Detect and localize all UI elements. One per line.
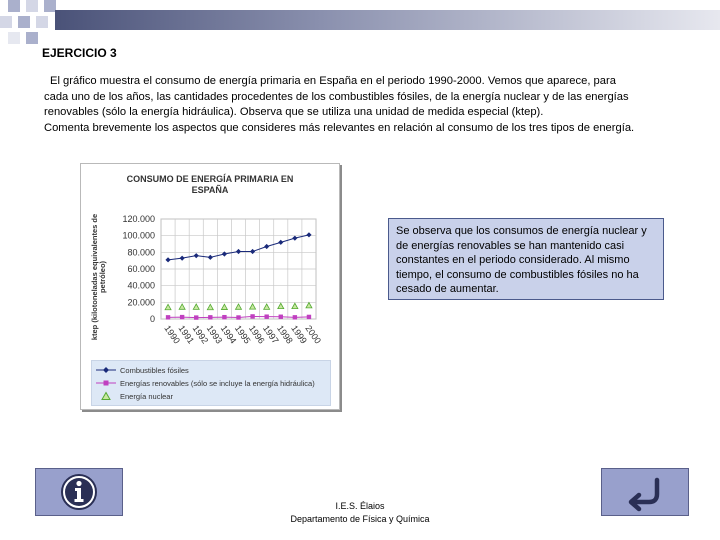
legend-label: Energía nuclear — [120, 391, 173, 401]
data-point — [222, 315, 226, 319]
info-icon — [59, 472, 99, 512]
legend-label: Combustibles fósiles — [120, 365, 189, 375]
statement-line: Comenta brevemente los aspectos que consideres más relevantes en relación al consumo de los tres tipos de energía. — [44, 121, 635, 134]
x-tick-label: 1998 — [275, 323, 295, 346]
chart-plot — [81, 164, 339, 360]
y-axis-label: ktep (kilotoneladas equivalentes de petróleo) — [90, 213, 107, 341]
return-button[interactable] — [601, 468, 689, 516]
data-point — [264, 314, 268, 318]
legend-item-renewable — [96, 377, 315, 389]
data-point — [293, 315, 297, 319]
statement-line: El gráfico muestra el consumo de energía primaria en España en el periodo 1990-2000. Vemos que aparece, para — [50, 75, 616, 87]
x-tick-label: 1994 — [218, 323, 239, 346]
legend-item-nuclear — [96, 390, 173, 402]
legend-item-fossil — [96, 364, 189, 376]
data-point — [236, 315, 240, 319]
exercise-heading: EJERCICIO 3 — [42, 46, 117, 60]
answer-box: Se observa que los consumos de energía nuclear y de energías renovables se han mantenido casi constantes en el periodo considerado. Al mismo tiempo, el consumo de combustibles fósiles no ha cesado de aumentar. — [388, 218, 664, 300]
footer — [240, 500, 480, 526]
energy-chart — [80, 163, 340, 410]
x-tick-label: 1991 — [176, 323, 197, 346]
x-tick-label: 1992 — [190, 323, 211, 346]
y-tick-label: 40.000 — [127, 280, 155, 291]
header-bar — [55, 10, 720, 30]
data-point — [180, 315, 184, 319]
exercise-statement — [44, 74, 694, 136]
x-tick-label: 1999 — [289, 323, 309, 346]
x-tick-label: 1997 — [261, 323, 281, 346]
x-tick-label: 1990 — [162, 323, 183, 346]
y-tick-label: 100.000 — [122, 230, 155, 241]
data-point — [250, 314, 254, 318]
school-name: I.E.S. Élaios — [335, 501, 385, 511]
return-icon — [623, 472, 667, 512]
x-tick-label: 1993 — [204, 323, 225, 346]
y-tick-label: 120.000 — [122, 214, 155, 224]
y-tick-label: 60.000 — [127, 264, 155, 274]
y-tick-label: 20.000 — [127, 297, 155, 308]
x-tick-label: 1995 — [232, 323, 253, 346]
chart-legend — [91, 360, 331, 406]
data-point — [194, 315, 198, 319]
data-point — [166, 315, 170, 319]
x-tick-label: 1996 — [246, 323, 267, 346]
chart-title: CONSUMO DE ENERGÍA PRIMARIA EN ESPAÑA — [126, 174, 294, 195]
data-point — [307, 315, 311, 319]
y-tick-label: 80.000 — [127, 247, 155, 258]
y-tick-label: 0 — [149, 314, 155, 324]
data-point — [279, 315, 283, 319]
statement-line: renovables (sólo la energía hidráulica). Observa que se utiliza una unidad de medida especial (ktep). — [44, 106, 544, 118]
statement-line: cada uno de los años, las cantidades procedentes de los combustibles fósiles, de la energía nuclear y de las energías — [44, 90, 629, 103]
info-button[interactable] — [35, 468, 123, 516]
department-name: Departamento de Física y Química — [290, 514, 430, 524]
data-point — [208, 315, 212, 319]
x-tick-label: 2000 — [303, 323, 323, 346]
legend-label: Energías renovables (sólo se incluye la energía hidráulica) — [120, 378, 315, 388]
